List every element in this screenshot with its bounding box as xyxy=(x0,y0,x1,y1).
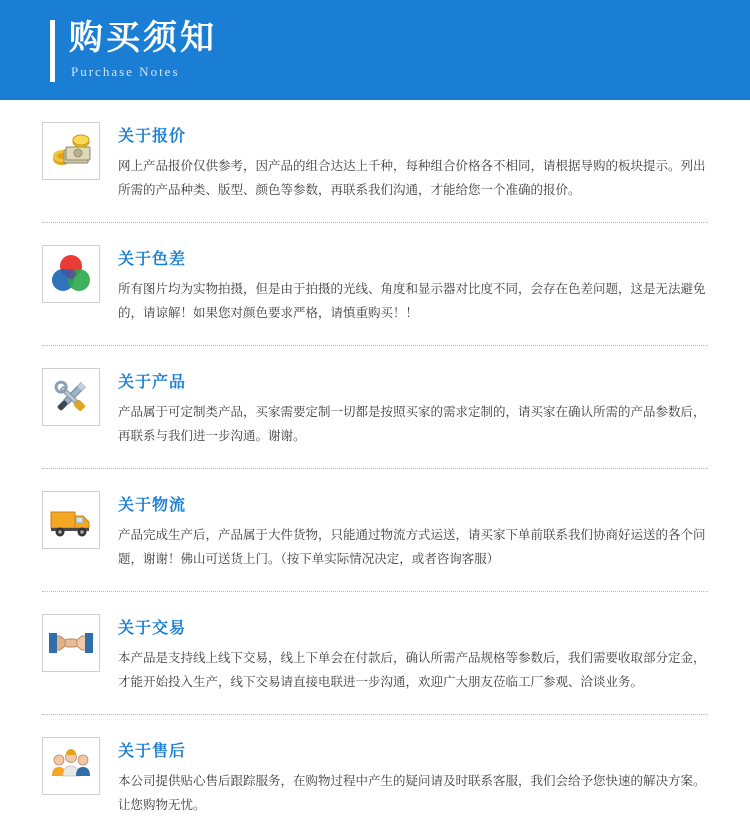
list-item xyxy=(42,715,708,837)
item-text xyxy=(118,491,708,571)
item-description: 本产品是支持线上线下交易，线上下单会在付款后，确认所需产品规格等参数后，我们需要收取部分定金，才能开始投入生产，线下交易请直接电联进一步沟通，欢迎广大朋友莅临工厂参观、洽谈业务。 xyxy=(118,650,706,689)
list-item xyxy=(42,592,708,715)
item-text xyxy=(118,245,708,325)
item-title: 关于报价 xyxy=(118,126,187,145)
delivery-truck-icon xyxy=(42,491,100,549)
item-text xyxy=(118,368,708,448)
color-circles-icon xyxy=(42,245,100,303)
item-description: 本公司提供贴心售后跟踪服务，在购物过程中产生的疑问请及时联系客服，我们会给予您快速的解决方案。让您购物无忧。 xyxy=(118,773,706,812)
list-item xyxy=(42,100,708,223)
item-text xyxy=(118,122,708,202)
item-description: 所有图片均为实物拍摄，但是由于拍摄的光线、角度和显示器对比度不同，会存在色差问题，这是无法避免的，请谅解！如果您对颜色要求严格，请慎重购买！！ xyxy=(118,281,706,320)
page-subtitle: Purchase Notes xyxy=(71,64,180,79)
white-vertical-bar-icon xyxy=(50,20,55,82)
item-description: 网上产品报价仅供参考，因产品的组合达达上千种，每种组合价格各不相同，请根据导购的板块提示。列出所需的产品种类、版型、颜色等参数，再联系我们沟通，才能给您一个准确的报价。 xyxy=(118,158,706,197)
item-description: 产品属于可定制类产品，买家需要定制一切都是按照买家的需求定制的，请买家在确认所需的产品参数后，再联系与我们进一步沟通。谢谢。 xyxy=(118,404,706,443)
list-item xyxy=(42,223,708,346)
item-title: 关于色差 xyxy=(118,249,187,268)
header-texts xyxy=(69,18,217,80)
item-text xyxy=(118,737,708,817)
item-title: 关于物流 xyxy=(118,495,187,514)
item-description: 产品完成生产后，产品属于大件货物，只能通过物流方式运送，请买家下单前联系我们协商好运送的各个问题，谢谢！佛山可送货上门。（按下单实际情况决定，或者咨询客服） xyxy=(118,527,706,566)
item-title: 关于产品 xyxy=(118,372,187,391)
tools-wrench-screwdriver-icon xyxy=(42,368,100,426)
page-title: 购买须知 xyxy=(69,18,217,58)
notes-list xyxy=(0,100,750,837)
item-title: 关于交易 xyxy=(118,618,187,637)
header-inner xyxy=(50,18,217,82)
customer-service-team-icon xyxy=(42,737,100,795)
list-item xyxy=(42,469,708,592)
page-header xyxy=(0,0,750,100)
list-item xyxy=(42,346,708,469)
handshake-icon xyxy=(42,614,100,672)
item-text xyxy=(118,614,708,694)
item-title: 关于售后 xyxy=(118,741,187,760)
money-stack-icon xyxy=(42,122,100,180)
